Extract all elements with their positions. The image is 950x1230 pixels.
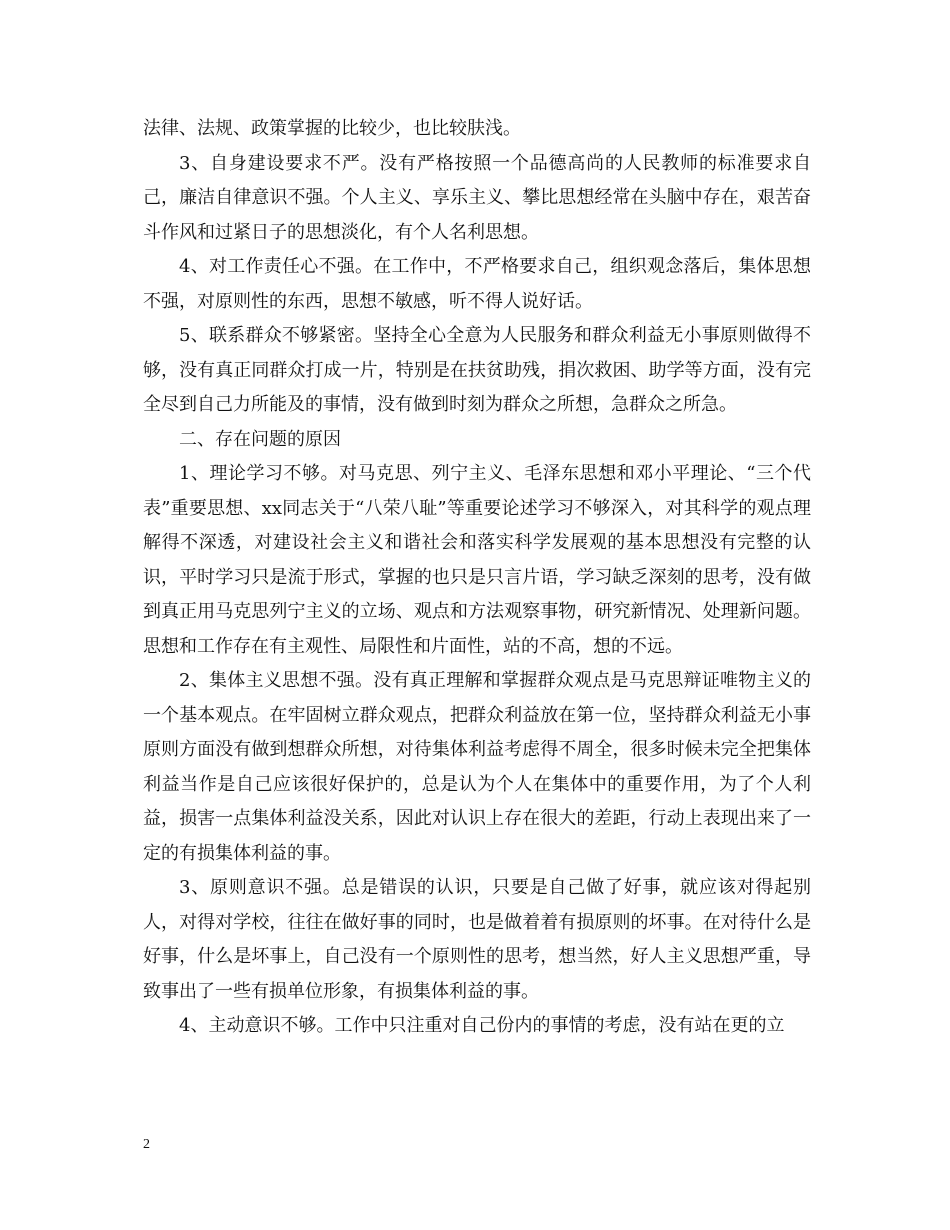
paragraph-initiative: 4、主动意识不够。工作中只注重对自己份内的事情的考虑，没有站在更的立 bbox=[179, 1015, 785, 1036]
paragraph-theory-study: 1、理论学习不够。对马克思、列宁主义、毛泽东思想和邓小平理论、“三个代表”重要思想、xx同志关于“八荣八耻”等重要论述学习不够深入，对其科学的观点理解得不深透，对建设社会主义和谐社会和落实科学发展观的基本思想没有完整的认识，平时学习只是流于形式，掌握的也只是只言片语，学习缺乏深刻的思考，没有做到真正用马克思列宁主义的立场、观点和方法观察事物，研究新情况、处理新问题。思想和工作存在有主观性、局限性和片面性，站的不高，想的不远。 bbox=[143, 463, 811, 657]
paragraph-contact-masses: 5、联系群众不够紧密。坚持全心全意为人民服务和群众利益无小事原则做得不够，没有真正同群众打成一片，特别是在扶贫助残，捐次救困、助学等方面，没有完全尽到自己力所能及的事情，没有做到时刻为群众之所想，急群众之所急。 bbox=[143, 325, 811, 415]
page-number: 2 bbox=[143, 1137, 150, 1152]
paragraph-work-responsibility: 4、对工作责任心不强。在工作中，不严格要求自己，组织观念落后，集体思想不强，对原则性的东西，思想不敏感，听不得人说好话。 bbox=[143, 256, 811, 312]
section-heading-causes: 二、存在问题的原因 bbox=[179, 428, 341, 450]
document-body bbox=[143, 112, 811, 1044]
paragraph-continuation: 法律、法规、政策掌握的比较少，也比较肤浅。 bbox=[143, 118, 521, 139]
paragraph-principle-awareness: 3、原则意识不强。总是错误的认识，只要是自己做了好事，就应该对得起别人，对得对学校，往往在做好事的同时，也是做着着有损原则的坏事。在对待什么是好事，什么是坏事上，自己没有一个原则性的思考，想当然，好人主义思想严重，导致事出了一些有损单位形象，有损集体利益的事。 bbox=[143, 877, 811, 1002]
paragraph-collectivism: 2、集体主义思想不强。没有真正理解和掌握群众观点是马克思辩证唯物主义的一个基本观点。在牢固树立群众观点，把群众利益放在第一位，坚持群众利益无小事原则方面没有做到想群众所想，对待集体利益考虑得不周全，很多时候未完全把集体利益当作是自己应该很好保护的，总是认为个人在集体中的重要作用，为了个人利益，损害一点集体利益没关系，因此对认识上存在很大的差距，行动上表现出来了一定的有损集体利益的事。 bbox=[143, 670, 811, 864]
paragraph-self-construction: 3、自身建设要求不严。没有严格按照一个品德高尚的人民教师的标准要求自己，廉洁自律意识不强。个人主义、享乐主义、攀比思想经常在头脑中存在，艰苦奋斗作风和过紧日子的思想淡化，有个人名利思想。 bbox=[143, 152, 811, 243]
